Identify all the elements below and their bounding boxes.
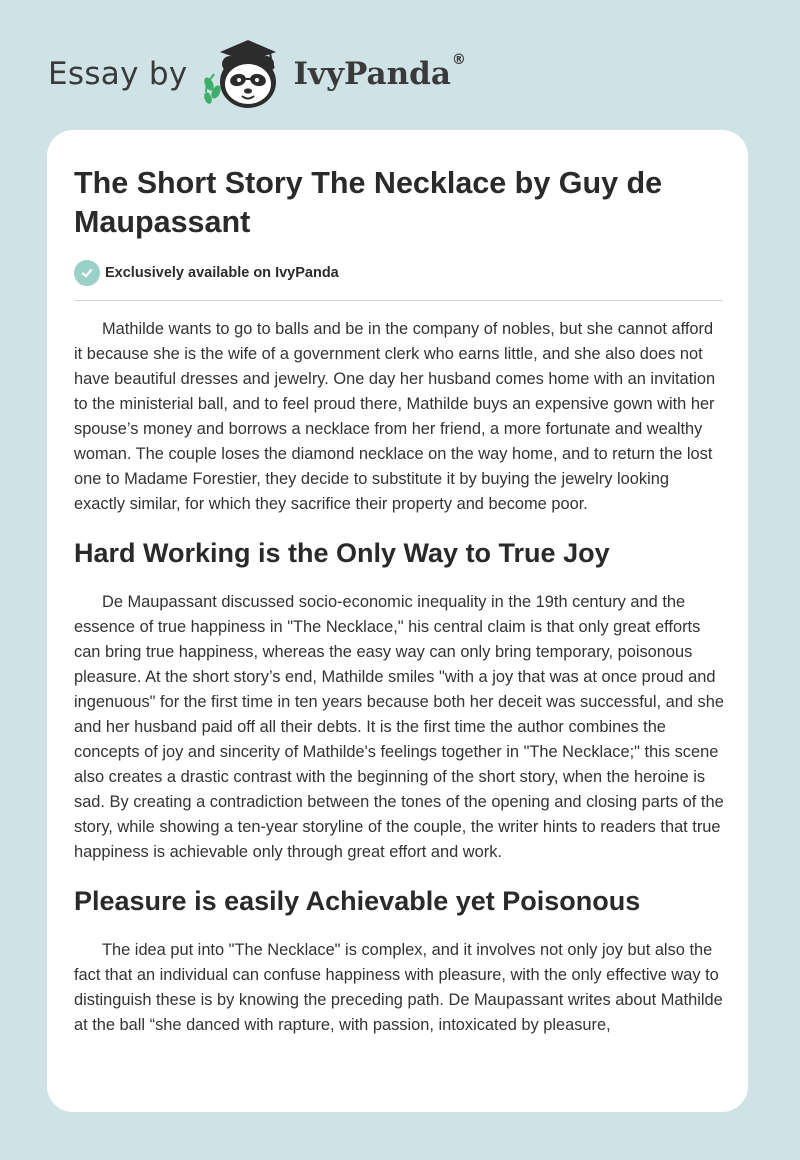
section-heading: Pleasure is easily Achievable yet Poisonous <box>74 886 641 916</box>
brand-prefix: Essay by <box>48 56 188 92</box>
panda-logo-icon <box>200 34 292 114</box>
intro-paragraph: Mathilde wants to go to balls and be in the company of nobles, but she cannot afford it because she is the wife of a government clerk who earns little, and she also does not have beautiful dresses and jewelry. One day her husband comes home with an invitation to the ministerial ball, and to feel proud there, Mathilde buys an expensive gown with her spouse’s money and borrows a necklace from her friend, a more fortunate and wealthy woman. The couple loses the diamond necklace on the way home, and to return the lost one to Madame Forestier, they decide to substitute it by buying the jewelry looking exactly similar, for which they sacrifice their property and become poor. <box>74 320 716 513</box>
divider <box>74 300 723 301</box>
essay-title: The Short Story The Necklace by Guy de Maupassant <box>74 166 663 239</box>
exclusive-label: Exclusively available on IvyPanda <box>105 265 339 281</box>
check-icon <box>74 260 100 286</box>
section-heading: Hard Working is the Only Way to True Joy <box>74 538 610 568</box>
essay-card <box>47 130 748 1112</box>
brand-name: IvyPanda <box>293 56 451 92</box>
exclusive-badge <box>74 260 722 286</box>
site-header <box>48 34 466 114</box>
section-paragraph: De Maupassant discussed socio-economic inequality in the 19th century and the essence of true happiness in "The Necklace," his central claim is that only great efforts can bring true happiness, whereas the easy way can only bring temporary, poisonous pleasure. At the short story’s end, Mathilde smiles "with a joy that was at once proud and ingenuous" for the first time in ten years because both her deceit was successful, and she and her husband paid off all their debts. It is the first time the author combines the concepts of joy and sincerity of Mathilde's feelings together in "The Necklace;" this scene also creates a drastic contrast with the beginning of the short story, when the heroine is sad. By creating a contradiction between the tones of the opening and closing parts of the story, while showing a ten-year storyline of the couple, the writer hints to readers that true happiness is achievable only through great effort and work. <box>74 593 724 861</box>
section-paragraph: The idea put into "The Necklace" is complex, and it involves not only joy but also the fact that an individual can confuse happiness with pleasure, with the only effective way to distinguish these is by knowing the preceding path. De Maupassant writes about Mathilde at the ball “she danced with rapture, with passion, intoxicated by pleasure, <box>74 941 723 1034</box>
registered-mark: ® <box>451 52 466 68</box>
